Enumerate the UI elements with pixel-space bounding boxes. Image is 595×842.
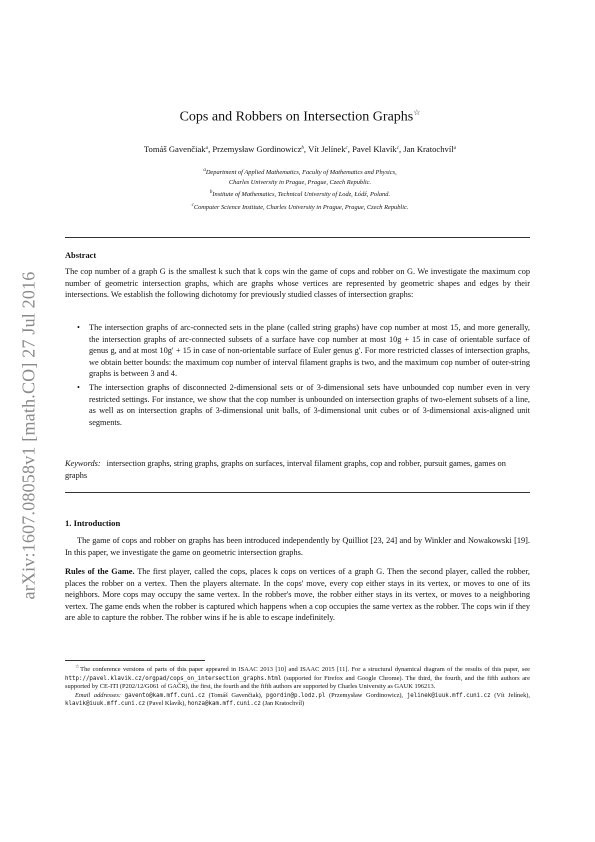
footnote-funding: ☆The conference versions of parts of this paper appeared in ISAAC 2013 [10] and ISAAC 2015 [11]. For a structural dynamical diagram of the results of this paper, see http://pavel.klavik.cz/orgpad/cops_on_intersection_graphs.html (supported for Firefox and Google Chrome). The third, the fourth, and the fifth authors are supported by CE-ITI (P202/12/G061 of GAČR), the first, the fourth and the fifth authors are supported by Charles University as GAUK 196213.	[65, 665, 530, 691]
email-link[interactable]: pgordin@p.lodz.pl	[266, 692, 326, 699]
keywords-text: intersection graphs, string graphs, graphs on surfaces, interval filament graphs, cop and robber, pursuit games, games on graphs	[65, 459, 506, 480]
author: Jan Kratochvíl$^a$	[403, 144, 457, 154]
footnote-emails: Email addresses: gavento@kam.mff.cuni.cz (Tomáš Gavenčiak), pgordin@p.lodz.pl (Przemysław Gordinowicz), jelinek@iuuk.mff.cuni.cz (Vít Jelínek), klavik@iuuk.mff.cuni.cz (Pavel Klavík), honza@kam.mff.cuni.cz (Jan Kratochvíl)	[65, 691, 530, 708]
paper-title	[60, 108, 540, 126]
title-text: Cops and Robbers on Intersection Graphs	[179, 109, 414, 125]
author: Vít Jelínek$^c$	[308, 144, 348, 154]
bullet-dot-icon: •	[77, 382, 80, 392]
abstract-heading: Abstract	[65, 251, 97, 260]
rules-label: Rules of the Game.	[65, 567, 135, 576]
author: Przemysław Gordinowicz$^b$	[212, 144, 304, 154]
author: Tomáš Gavenčiak$^a$	[143, 144, 209, 154]
footnote	[65, 664, 530, 709]
footnote-rule	[65, 660, 205, 661]
abstract-bullet: • The intersection graphs of disconnected 2-dimensional sets or of 3-dimensional sets have unbounded cop number even in very restricted settings. For instance, we show that the cop number is unbounded on intersection graphs of two-element subsets of a line, as well as on intersection graphs of 3-dimensional unit balls, of 3-dimensional unit cubes or of 3-dimensional axis-aligned unit segments.	[77, 382, 530, 427]
abstract-bullets	[77, 322, 530, 430]
abstract-bottom-rule	[65, 492, 530, 493]
title-mark: ☆	[413, 108, 421, 117]
intro-paragraph: The game of cops and robber on graphs has been introduced independently by Quilliot [23, 24] and by Winkler and Nowakowski [19]. In this paper, we investigate the game on geometric intersection graphs.	[65, 536, 530, 557]
email-link[interactable]: gavento@kam.mff.cuni.cz	[124, 692, 205, 699]
abstract-text: The cop number of a graph G is the smallest k such that k cops win the game of cops and robber on G. We investigate the maximum cop number of geometric intersection graphs, which are graphs whose vertices are represented by geometric shapes and edges by their intersections. We establish the following dichotomy for previously studied classes of intersection graphs:	[65, 267, 530, 300]
affiliation: $^c$Computer Science Institute, Charles University in Prague, Prague, Czech Republic.	[191, 202, 409, 211]
email-label: Email addresses:	[75, 691, 122, 699]
bullet-dot-icon: •	[77, 323, 80, 332]
rules-paragraph	[65, 566, 530, 624]
keywords-label: Keywords:	[65, 459, 101, 468]
abstract-bullet: • The intersection graphs of arc-connected sets in the plane (called string graphs) have cop number at most 15, and more generally, the intersection graphs of arc-connected subsets of a surface have cop number at most 10g + 15 in case of orientable surface of genus g, and at most 10g′ + 15 in case of non-orientable surface of Euler genus g′. For more restricted classes of intersection graphs, we obtain better bounds: the maximum cop number of interval filament graphs is two, and the maximum cop number of outer-string graphs is between 3 and 4.	[77, 323, 530, 379]
diagram-link[interactable]: http://pavel.klavik.cz/orgpad/cops_on_intersection_graphs.html	[65, 675, 282, 682]
email-link[interactable]: honza@kam.mff.cuni.cz	[187, 701, 261, 708]
affiliation: $^a$Department of Applied Mathematics, Faculty of Mathematics and Physics,	[203, 168, 397, 176]
arxiv-id-text: arXiv:1607.08058v1 [math.CO] 27 Jul 2016	[18, 271, 39, 599]
affiliation: Charles University in Prague, Prague, Czech Republic.	[228, 179, 372, 187]
author-list: Tomáš Gavenčiak$^a$, Przemysław Gordinowicz$^b$, Vít Jelínek$^c$, Pavel Klavík$^c$, Jan Kratochvíl$^a$	[143, 144, 457, 154]
keywords	[65, 458, 530, 481]
affiliations	[60, 166, 540, 213]
abstract-top-rule	[65, 237, 530, 238]
author: Pavel Klavík$^c$	[352, 144, 399, 154]
arxiv-identifier	[14, 250, 44, 620]
section-heading: 1. Introduction	[65, 518, 121, 528]
rules-text: The first player, called the cops, places k cops on vertices of a graph G. Then the second player, called the robber, places the robber on a vertex. Then the players alternate. In the cops' move, every cop either stays in its vertex, or moves to one of its neighbors. More cops may occupy the same vertex. In the robber's move, the robber either stays in its vertex, or moves to a neighboring vertex. The game ends when the robber is captured which happens when a cop occupies the same vertex as the robber. The cops win if they are able to capture the robber. The robber wins if he is able to escape indefinitely.	[65, 567, 530, 623]
email-link[interactable]: klavik@iuuk.mff.cuni.cz	[65, 701, 146, 708]
affiliation: $^b$Institute of Mathematics, Technical University of Lodz, Łódź, Poland.	[209, 190, 391, 199]
email-link[interactable]: jelinek@iuuk.mff.cuni.cz	[406, 692, 491, 699]
